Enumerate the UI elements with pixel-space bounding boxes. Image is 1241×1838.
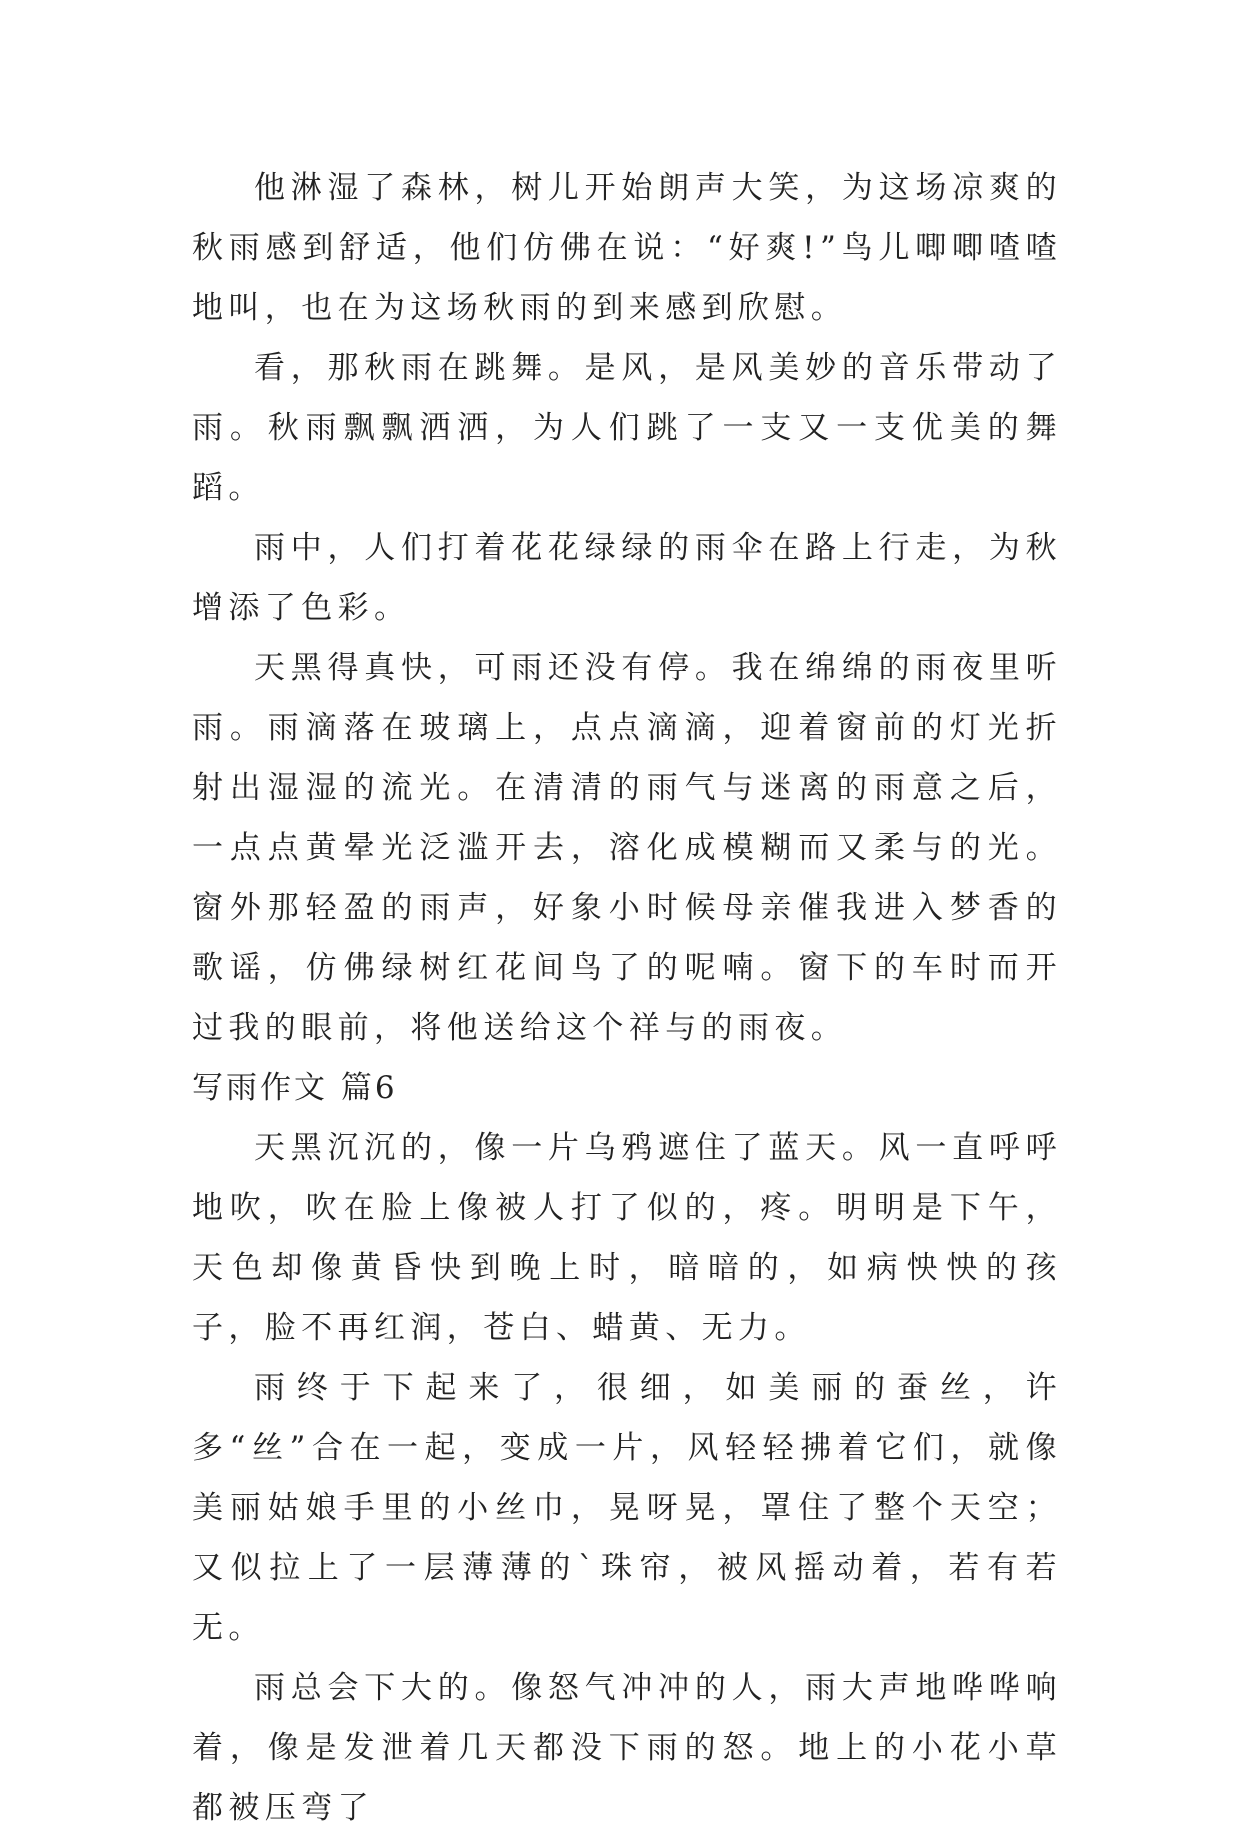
paragraph: 天黑得真快，可雨还没有停。我在绵绵的雨夜里听雨。雨滴落在玻璃上，点点滴滴，迎着窗前的灯光折射出湿湿的流光。在清清的雨气与迷离的雨意之后，一点点黄晕光泛滥开去，溶化成模糊而又柔与的光。窗外那轻盈的雨声，好象小时候母亲催我进入梦香的歌谣，仿佛绿树红花间鸟了的呢喃。窗下的车时而开过我的眼前，将他送给这个祥与的雨夜。 [192,650,1062,1046]
paragraph: 雨终于下起来了，很细，如美丽的蚕丝，许多“丝”合在一起，变成一片，风轻轻拂着它们，就像美丽姑娘手里的小丝巾，晃呀晃，罩住了整个天空；又似拉上了一层薄薄的`珠帘，被风摇动着，若有若无。 [192,1370,1062,1646]
paragraph: 他淋湿了森林，树儿开始朗声大笑，为这场凉爽的秋雨感到舒适，他们仿佛在说：“好爽!”鸟儿唧唧喳喳地叫，也在为这场秋雨的到来感到欣慰。 [192,170,1062,326]
paragraph: 雨中，人们打着花花绿绿的雨伞在路上行走，为秋增添了色彩。 [192,530,1062,626]
paragraph: 天黑沉沉的，像一片乌鸦遮住了蓝天。风一直呼呼地吹，吹在脸上像被人打了似的，疼。明明是下午，天色却像黄昏快到晚上时，暗暗的，如病怏怏的孩子，脸不再红润，苍白、蜡黄、无力。 [192,1130,1062,1346]
section-heading: 写雨作文 篇6 [192,1070,398,1106]
paragraph: 看，那秋雨在跳舞。是风，是风美妙的音乐带动了雨。秋雨飘飘洒洒，为人们跳了一支又一支优美的舞蹈。 [192,350,1062,506]
article-body [192,158,1062,1838]
paragraph: 雨总会下大的。像怒气冲冲的人，雨大声地哗哗响着，像是发泄着几天都没下雨的怒。地上的小花小草都被压弯了 [192,1670,1062,1826]
